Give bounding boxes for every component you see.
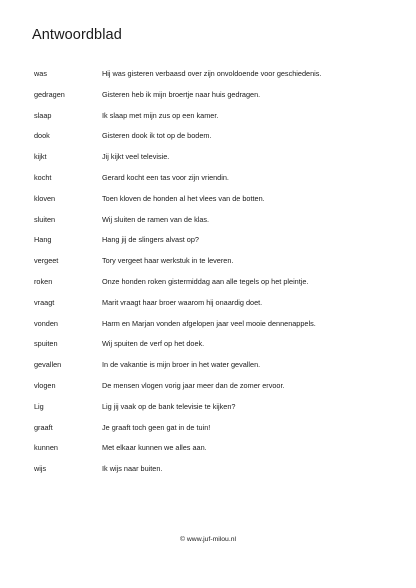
answer-row [0, 88, 416, 109]
answer-sentence: Onze honden roken gistermiddag aan alle tegels op het pleintje. [102, 276, 309, 286]
answer-sentence: Wij spuiten de verf op het doek. [102, 339, 205, 349]
answer-sentence: Wij sluiten de ramen van de klas. [102, 214, 210, 224]
answer-sentence: Hang jij de slingers alvast op? [102, 235, 199, 245]
answer-row [0, 441, 416, 462]
answer-sentence: Gisteren heb ik mijn broertje naar huis gedragen. [102, 89, 261, 99]
answer-row [0, 296, 416, 317]
answer-row [0, 150, 416, 171]
answer-word: kocht [34, 172, 52, 182]
answer-row [0, 379, 416, 400]
answer-sentence: De mensen vlogen vorig jaar meer dan de zomer ervoor. [102, 380, 285, 390]
answer-sentence: Met elkaar kunnen we alles aan. [102, 443, 207, 453]
answer-row [0, 233, 416, 254]
answer-word: kunnen [34, 443, 58, 453]
answer-word: graaft [34, 422, 53, 432]
answer-row [0, 192, 416, 213]
answer-word: vergeet [34, 256, 59, 266]
answer-row [0, 337, 416, 358]
answer-word: gevallen [34, 360, 62, 370]
answer-row [0, 421, 416, 442]
answer-sentence: Jij kijkt veel televisie. [102, 152, 170, 162]
answer-sentence: Ik slaap met mijn zus op een kamer. [102, 110, 219, 120]
footer-copyright: © www.juf-milou.nl [180, 536, 236, 543]
answer-row [0, 109, 416, 130]
answer-word: roken [34, 276, 53, 286]
answer-row [0, 317, 416, 338]
answer-sentence: Marit vraagt haar broer waarom hij onaardig doet. [102, 297, 263, 307]
answer-row [0, 254, 416, 275]
answer-row [0, 67, 416, 88]
answer-sentence: In de vakantie is mijn broer in het water gevallen. [102, 360, 261, 370]
answer-word: sluiten [34, 214, 56, 224]
answer-row [0, 213, 416, 234]
answer-word: kloven [34, 193, 56, 203]
answer-sentence: Gerard kocht een tas voor zijn vriendin. [102, 172, 229, 182]
answer-sentence: Ik wijs naar buiten. [102, 464, 163, 474]
answer-row [0, 358, 416, 379]
answer-word: Lig [34, 401, 44, 411]
answer-sentence: Lig jij vaak op de bank televisie te kijken? [102, 401, 236, 411]
answer-word: gedragen [34, 89, 65, 99]
answer-row [0, 400, 416, 421]
page-title: Antwoordblad [32, 27, 122, 43]
answer-sentence: Tory vergeet haar werkstuk in te leveren. [102, 256, 234, 266]
answer-sentence: Hij was gisteren verbaasd over zijn onvoldoende voor geschiedenis. [102, 69, 322, 78]
answer-sentence: Je graaft toch geen gat in de tuin! [102, 422, 211, 432]
answer-word: vlogen [34, 380, 56, 390]
answer-word: vraagt [34, 297, 55, 307]
answer-list [0, 67, 416, 483]
answer-row [0, 129, 416, 150]
answer-sentence: Toen kloven de honden al het vlees van de botten. [102, 193, 265, 203]
answer-sentence: Gisteren dook ik tot op de bodem. [102, 131, 212, 141]
answer-word: dook [34, 131, 50, 141]
answer-row [0, 275, 416, 296]
answer-word: kijkt [34, 152, 47, 162]
answer-word: wijs [34, 464, 47, 474]
answer-row [0, 171, 416, 192]
answer-word: slaap [34, 110, 52, 120]
answer-sentence: Harm en Marjan vonden afgelopen jaar veel mooie dennenappels. [102, 318, 316, 328]
answer-word: was [34, 69, 47, 78]
answer-word: Hang [34, 235, 52, 245]
answer-row [0, 462, 416, 483]
answer-word: vonden [34, 318, 58, 328]
answer-word: spuiten [34, 339, 58, 349]
